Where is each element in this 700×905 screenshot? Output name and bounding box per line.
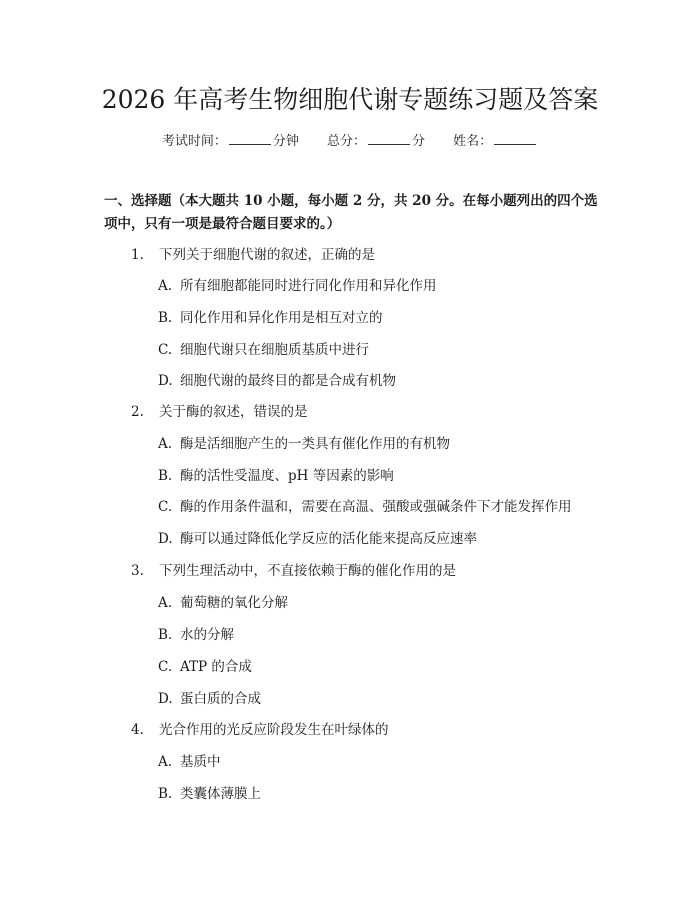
- option-1c: [158, 341, 369, 359]
- option-3d: [158, 690, 261, 708]
- option-3b: [158, 626, 234, 644]
- option-3a: [158, 594, 288, 612]
- option-letter: A.: [158, 278, 173, 294]
- question-3: [131, 562, 456, 580]
- question-text: 下列生理活动中，不直接依赖于酶的催化作用的是: [159, 563, 456, 579]
- option-text: 细胞代谢只在细胞质基质中进行: [180, 342, 369, 358]
- option-text: ATP 的合成: [180, 659, 252, 675]
- option-letter: B.: [158, 627, 173, 643]
- option-text: 蛋白质的合成: [180, 691, 261, 707]
- option-letter: B.: [158, 786, 173, 802]
- option-letter: C.: [158, 659, 173, 675]
- option-3c: [158, 658, 252, 676]
- exam-time-blank: [229, 132, 271, 145]
- option-letter: D.: [158, 691, 173, 707]
- option-text: 细胞代谢的最终目的都是合成有机物: [180, 373, 396, 389]
- option-text: 酶是活细胞产生的一类具有催化作用的有机物: [180, 436, 450, 452]
- option-letter: A.: [158, 754, 173, 770]
- question-text: 下列关于细胞代谢的叙述，正确的是: [159, 247, 375, 263]
- option-2d: [158, 530, 477, 548]
- student-name-label: 姓名：: [453, 134, 493, 149]
- exam-time-label: 考试时间：: [161, 134, 227, 149]
- option-letter: A.: [158, 595, 173, 611]
- option-1b: [158, 309, 383, 327]
- total-score-label: 总分：: [326, 134, 366, 149]
- question-1: [131, 246, 375, 264]
- option-2a: [158, 435, 450, 453]
- page-title: 2026 年高考生物细胞代谢专题练习题及答案: [101, 85, 599, 114]
- total-score-blank: [368, 132, 410, 145]
- exam-time-unit: 分钟: [272, 134, 299, 149]
- option-text: 基质中: [180, 754, 221, 770]
- option-letter: B.: [158, 468, 173, 484]
- option-text: 酶的作用条件温和，需要在高温、强酸或强碱条件下才能发挥作用: [180, 499, 572, 515]
- option-2c: [158, 498, 572, 516]
- total-score-unit: 分: [412, 134, 426, 149]
- option-letter: B.: [158, 310, 173, 326]
- option-text: 同化作用和异化作用是相互对立的: [180, 310, 383, 326]
- student-name-field: [453, 132, 538, 151]
- question-4: [131, 721, 389, 739]
- option-1d: [158, 372, 396, 390]
- total-score-field: [327, 132, 425, 151]
- exam-time-field: [162, 132, 299, 151]
- question-number: 1.: [131, 247, 144, 263]
- option-text: 所有细胞都能同时进行同化作用和异化作用: [180, 278, 437, 294]
- option-letter: D.: [158, 531, 173, 547]
- option-4b: [158, 785, 261, 803]
- option-1a: [158, 277, 437, 295]
- option-2b: [158, 467, 394, 485]
- option-text: 酶的活性受温度、pH 等因素的影响: [180, 468, 394, 484]
- option-4a: [158, 753, 221, 771]
- question-number: 2.: [131, 404, 144, 420]
- section-heading: 一、选择题（本大题共 10 小题，每小题 2 分，共 20 分。在每小题列出的四个选项中，只有一项是最符合题目要求的。）: [104, 193, 598, 232]
- question-text: 关于酶的叙述，错误的是: [159, 404, 308, 420]
- option-letter: D.: [158, 373, 173, 389]
- option-letter: C.: [158, 499, 173, 515]
- option-text: 葡萄糖的氧化分解: [180, 595, 288, 611]
- option-text: 酶可以通过降低化学反应的活化能来提高反应速率: [180, 531, 477, 547]
- exam-meta: [0, 132, 700, 151]
- option-letter: C.: [158, 342, 173, 358]
- option-text: 类囊体薄膜上: [180, 786, 261, 802]
- student-name-blank: [494, 132, 536, 145]
- question-number: 3.: [131, 563, 144, 579]
- question-text: 光合作用的光反应阶段发生在叶绿体的: [159, 722, 389, 738]
- question-2: [131, 403, 308, 421]
- option-text: 水的分解: [180, 627, 234, 643]
- question-number: 4.: [131, 722, 144, 738]
- option-letter: A.: [158, 436, 173, 452]
